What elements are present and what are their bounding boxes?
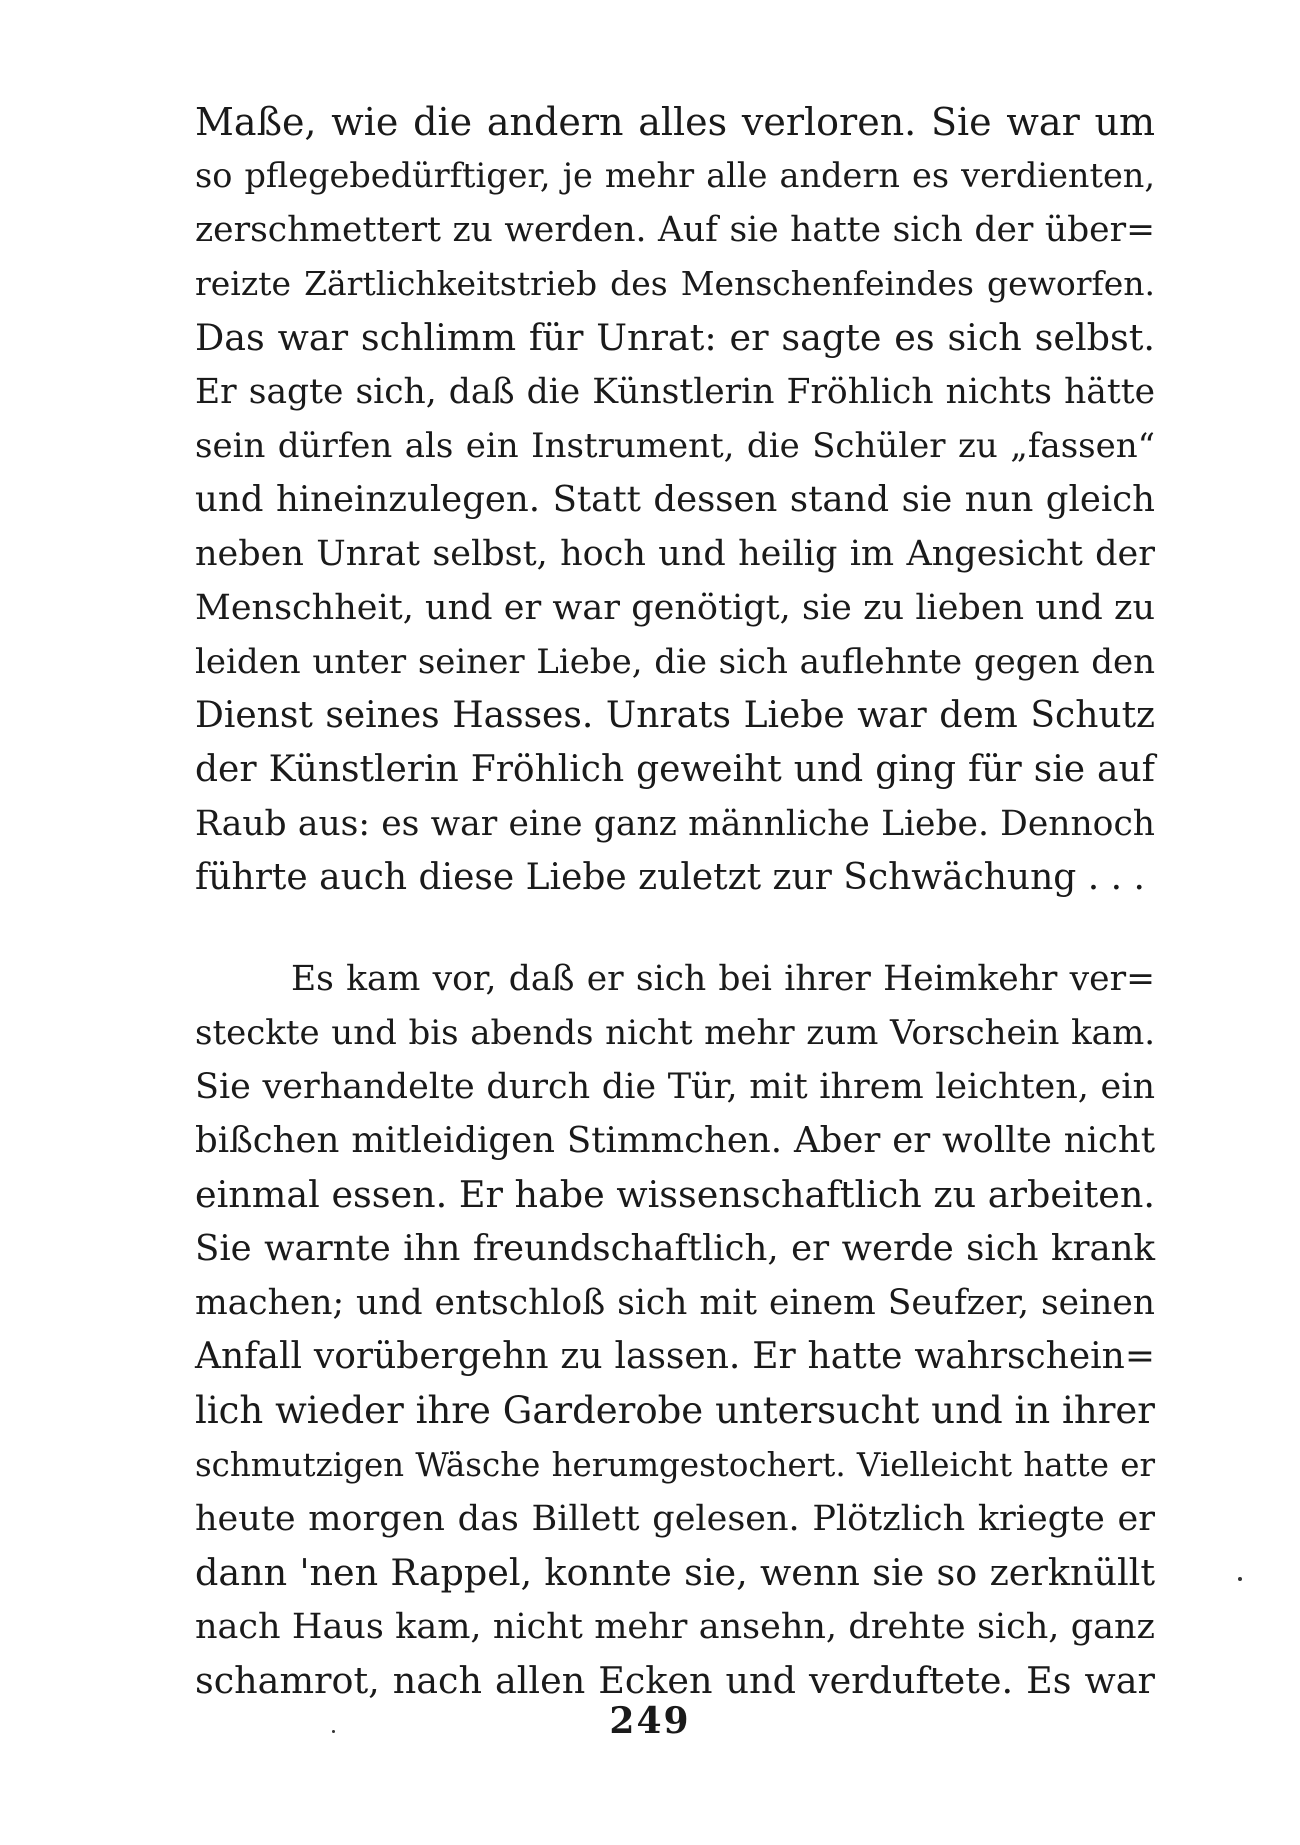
text-line: einmal essen. Er habe wissenschaftlich zu arbeiten. (195, 1173, 1155, 1216)
ink-speck (332, 1730, 335, 1733)
text-line: und hineinzulegen. Statt dessen stand sie nun gleich (195, 479, 1155, 520)
page-number: 249 (609, 1700, 691, 1742)
text-line: so pflegebedürftiger, je mehr alle andern es verdienten, (195, 156, 1155, 195)
text-line: reizte Zärtlichkeitstrieb des Menschenfeindes geworfen. (195, 264, 1155, 303)
text-line: Es kam vor, daß er sich bei ihrer Heimkehr ver= (291, 959, 1155, 999)
text-line: Er sagte sich, daß die Künstlerin Fröhlich nichts hätte (195, 372, 1155, 412)
text-line: lich wieder ihre Garderobe untersucht und in ihrer (195, 1389, 1155, 1432)
text-line: steckte und bis abends nicht mehr zum Vorschein kam. (195, 1013, 1155, 1053)
ink-speck (1238, 1577, 1242, 1581)
text-line: der Künstlerin Fröhlich geweiht und ging für sie auf (195, 749, 1155, 790)
paragraph-2 (195, 952, 1155, 1708)
text-line: dann 'nen Rappel, konnte sie, wenn sie so zerknüllt (195, 1551, 1155, 1594)
text-line: heute morgen das Billett gelesen. Plötzlich kriegte er (195, 1499, 1155, 1539)
text-line: schamrot, nach allen Ecken und verduftete. Es war (195, 1659, 1155, 1702)
text-line: Dienst seines Hasses. Unrats Liebe war dem Schutz (195, 695, 1155, 736)
text-line: Menschheit, und er war genötigt, sie zu lieben und zu (195, 588, 1155, 628)
text-line: neben Unrat selbst, hoch und heilig im Angesicht der (195, 534, 1155, 574)
text-line: Das war schlimm für Unrat: er sagte es sich selbst. (195, 316, 1155, 359)
text-line: nach Haus kam, nicht mehr ansehn, drehte sich, ganz (195, 1607, 1155, 1647)
text-line: machen; und entschloß sich mit einem Seufzer, seinen (195, 1283, 1155, 1323)
text-line: Anfall vorübergehn zu lassen. Er hatte wahrschein= (195, 1336, 1155, 1377)
text-line: leiden unter seiner Liebe, die sich auflehnte gegen den (195, 642, 1155, 682)
text-line: führte auch diese Liebe zuletzt zur Schwächung . . . (195, 857, 1145, 898)
text-line: schmutzigen Wäsche herumgestochert. Vielleicht hatte er (195, 1446, 1155, 1484)
text-line: Sie warnte ihn freundschaftlich, er werde sich krank (195, 1228, 1155, 1269)
text-line: Maße, wie die andern alles verloren. Sie war um (195, 100, 1155, 144)
text-line: Raub aus: es war eine ganz männliche Liebe. Dennoch (195, 804, 1155, 844)
text-line: Sie verhandelte durch die Tür, mit ihrem leichten, ein (195, 1067, 1155, 1107)
text-line: zerschmettert zu werden. Auf sie hatte sich der über= (195, 210, 1155, 250)
paragraph-1 (195, 95, 1155, 905)
text-line: sein dürfen als ein Instrument, die Schüler zu „fassen“ (195, 426, 1155, 466)
text-line: bißchen mitleidigen Stimmchen. Aber er wollte nicht (195, 1120, 1155, 1161)
